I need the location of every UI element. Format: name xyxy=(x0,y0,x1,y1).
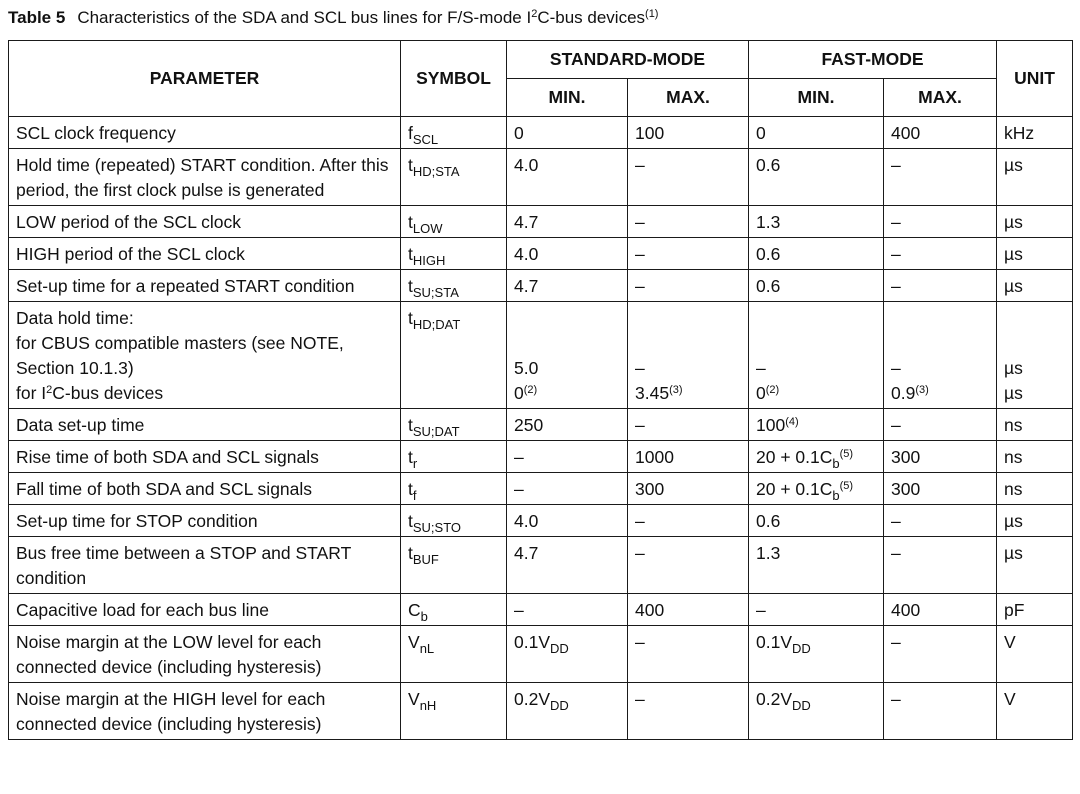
unit-cell: ns xyxy=(997,473,1073,505)
fast-min-cell-value: 0.6 xyxy=(756,276,781,296)
unit-cell: V xyxy=(997,683,1073,740)
table-row xyxy=(9,537,1073,594)
fast-max-cell xyxy=(884,409,997,441)
caption-text-2: C-bus devices xyxy=(537,8,646,27)
standard-max-cell-value: – xyxy=(635,212,645,232)
fast-min-cell-value: 1.3 xyxy=(756,543,781,563)
unit-cell: µs xyxy=(997,206,1073,238)
table-row xyxy=(9,594,1073,626)
standard-min-cell-value: 4.0 xyxy=(514,155,539,175)
unit-cell-value-2: µs xyxy=(1004,383,1023,403)
unit-cell: µs xyxy=(997,537,1073,594)
symbol-letter: V xyxy=(408,689,420,709)
standard-min-cell xyxy=(507,409,628,441)
symbol-cell xyxy=(401,409,507,441)
standard-min-cell xyxy=(507,441,628,473)
symbol-subscript: nL xyxy=(419,641,435,656)
standard-min-cell-value: 0.1V xyxy=(514,632,550,652)
fast-max-cell-value-2: 0.9 xyxy=(891,383,916,403)
symbol-letter: f xyxy=(408,123,413,143)
standard-min-cell-value: 0 xyxy=(514,123,524,143)
fast-max-cell xyxy=(884,626,997,683)
fast-min-cell-value: – xyxy=(756,600,766,620)
standard-min-cell-value-1: 5.0 xyxy=(514,358,539,378)
fast-max-cell-value: – xyxy=(891,212,901,232)
fast-max-cell-value: – xyxy=(891,689,901,709)
standard-max-cell-value: – xyxy=(635,632,645,652)
standard-min-cell-value: 4.7 xyxy=(514,543,539,563)
parameter-line: for I xyxy=(16,383,47,403)
standard-min-cell-subscript: DD xyxy=(550,698,569,713)
symbol-subscript: SCL xyxy=(412,132,439,147)
standard-min-cell-subscript: DD xyxy=(550,641,569,656)
parameter-cell: Hold time (repeated) START condition. After this period, the first clock pulse is generated xyxy=(9,149,401,206)
standard-max-cell xyxy=(628,409,749,441)
parameter-cell: Capacitive load for each bus line xyxy=(9,594,401,626)
fast-max-cell xyxy=(884,441,997,473)
fast-min-cell-value-1: – xyxy=(756,358,766,378)
standard-min-cell-value: 4.7 xyxy=(514,276,539,296)
symbol-subscript: b xyxy=(420,609,428,624)
fast-max-cell-value: – xyxy=(891,244,901,264)
symbol-cell xyxy=(401,302,507,409)
unit-cell: µs xyxy=(997,505,1073,537)
fast-max-cell-value: 400 xyxy=(891,123,921,143)
table-row xyxy=(9,441,1073,473)
symbol-letter: C xyxy=(408,600,421,620)
table-row-data-hold xyxy=(9,302,1073,409)
symbol-subscript: HD;STA xyxy=(412,164,460,179)
standard-min-cell xyxy=(507,594,628,626)
symbol-cell xyxy=(401,683,507,740)
parameter-cell: Set-up time for a repeated START condition xyxy=(9,270,401,302)
symbol-letter: t xyxy=(408,447,413,467)
fast-max-cell-value: 300 xyxy=(891,479,921,499)
standard-max-cell xyxy=(628,270,749,302)
symbol-letter: t xyxy=(408,244,413,264)
standard-max-cell-value: – xyxy=(635,244,645,264)
standard-max-cell-value: – xyxy=(635,511,645,531)
fast-min-cell-value: 20 + 0.1C xyxy=(756,447,833,467)
parameter-line: C-bus devices xyxy=(52,383,164,403)
fast-min-cell xyxy=(749,473,884,505)
fast-min-cell-value: 0 xyxy=(756,123,766,143)
symbol-subscript: BUF xyxy=(412,552,439,567)
symbol-letter: t xyxy=(408,155,413,175)
symbol-subscript: SU;DAT xyxy=(412,424,460,439)
fast-min-cell-value: 100 xyxy=(756,415,786,435)
header-fast-mode: FAST-MODE xyxy=(749,41,997,79)
unit-cell: ns xyxy=(997,441,1073,473)
standard-max-cell-value: – xyxy=(635,689,645,709)
fast-max-cell-note: (3) xyxy=(915,384,929,396)
symbol-letter: t xyxy=(408,212,413,232)
unit-cell: pF xyxy=(997,594,1073,626)
standard-min-cell xyxy=(507,206,628,238)
standard-min-cell xyxy=(507,537,628,594)
unit-cell: µs xyxy=(997,149,1073,206)
fast-max-cell xyxy=(884,537,997,594)
standard-max-cell xyxy=(628,473,749,505)
fast-min-cell-note: (2) xyxy=(765,384,780,396)
standard-max-cell-value: – xyxy=(635,276,645,296)
symbol-cell xyxy=(401,238,507,270)
fast-min-cell-value: 0.1V xyxy=(756,632,792,652)
header-fast-min: MIN. xyxy=(749,79,884,117)
fast-min-cell-subscript: DD xyxy=(792,641,811,656)
standard-max-cell-value-1: – xyxy=(635,358,645,378)
standard-max-cell-value: 400 xyxy=(635,600,665,620)
fast-max-cell-value: 400 xyxy=(891,600,921,620)
symbol-cell xyxy=(401,117,507,149)
parameter-superscript: 2 xyxy=(46,384,53,396)
fast-max-cell-value-1: – xyxy=(891,358,901,378)
fast-min-cell xyxy=(749,683,884,740)
symbol-subscript: LOW xyxy=(412,221,443,236)
unit-cell-value-1: µs xyxy=(1004,358,1023,378)
fast-min-cell xyxy=(749,117,884,149)
fast-min-cell-value: 0.6 xyxy=(756,244,781,264)
standard-min-cell-value: 4.0 xyxy=(514,244,539,264)
unit-cell xyxy=(997,302,1073,409)
header-parameter: PARAMETER xyxy=(9,41,401,117)
parameter-cell: Set-up time for STOP condition xyxy=(9,505,401,537)
symbol-letter: V xyxy=(408,632,420,652)
symbol-letter: t xyxy=(408,415,413,435)
standard-max-cell xyxy=(628,238,749,270)
standard-min-cell xyxy=(507,238,628,270)
standard-min-cell xyxy=(507,117,628,149)
standard-min-cell-value: 4.7 xyxy=(514,212,539,232)
fast-max-cell-value: 300 xyxy=(891,447,921,467)
fast-max-cell xyxy=(884,206,997,238)
fast-max-cell-value: – xyxy=(891,276,901,296)
standard-min-cell-value: – xyxy=(514,479,524,499)
standard-max-cell-value: – xyxy=(635,415,645,435)
standard-max-cell xyxy=(628,149,749,206)
fast-min-cell xyxy=(749,594,884,626)
fast-min-cell-value-2: 0 xyxy=(756,383,766,403)
fast-max-cell xyxy=(884,302,997,409)
table-row xyxy=(9,626,1073,683)
header-standard-mode: STANDARD-MODE xyxy=(507,41,749,79)
symbol-cell xyxy=(401,537,507,594)
symbol-cell xyxy=(401,473,507,505)
parameter-line: for CBUS compatible masters (see NOTE, Section 10.1.3) xyxy=(16,333,344,378)
standard-max-cell xyxy=(628,626,749,683)
standard-max-cell-value: 300 xyxy=(635,479,665,499)
fast-min-cell-value: 1.3 xyxy=(756,212,781,232)
standard-min-cell-value-2: 0 xyxy=(514,383,524,403)
fast-max-cell-value: – xyxy=(891,155,901,175)
header-standard-min: MIN. xyxy=(507,79,628,117)
symbol-subscript: r xyxy=(412,456,418,471)
header-unit: UNIT xyxy=(997,41,1073,117)
standard-min-cell-note: (2) xyxy=(523,384,538,396)
parameter-cell: Noise margin at the HIGH level for each connected device (including hysteresis) xyxy=(9,683,401,740)
table-row xyxy=(9,238,1073,270)
caption-superscript: 2 xyxy=(531,8,538,20)
symbol-cell xyxy=(401,270,507,302)
fast-min-cell xyxy=(749,626,884,683)
standard-max-cell-value-2: 3.45 xyxy=(635,383,670,403)
standard-max-cell xyxy=(628,683,749,740)
unit-cell: kHz xyxy=(997,117,1073,149)
header-standard-max: MAX. xyxy=(628,79,749,117)
standard-max-cell xyxy=(628,505,749,537)
caption-note: (1) xyxy=(645,8,659,20)
symbol-cell xyxy=(401,594,507,626)
parameter-cell: Data set-up time xyxy=(9,409,401,441)
fast-max-cell xyxy=(884,270,997,302)
standard-min-cell-value: – xyxy=(514,447,524,467)
fast-max-cell-value: – xyxy=(891,415,901,435)
standard-min-cell xyxy=(507,505,628,537)
fast-min-cell xyxy=(749,409,884,441)
unit-cell: µs xyxy=(997,238,1073,270)
standard-min-cell-value: 0.2V xyxy=(514,689,550,709)
fast-max-cell-value: – xyxy=(891,543,901,563)
fast-max-cell xyxy=(884,149,997,206)
standard-min-cell-value: – xyxy=(514,600,524,620)
fast-min-cell-note: (5) xyxy=(839,480,854,492)
table-row xyxy=(9,270,1073,302)
standard-max-cell xyxy=(628,441,749,473)
fast-min-cell xyxy=(749,537,884,594)
unit-cell: ns xyxy=(997,409,1073,441)
table-row xyxy=(9,683,1073,740)
fast-max-cell-value: – xyxy=(891,511,901,531)
standard-min-cell xyxy=(507,626,628,683)
fast-min-cell xyxy=(749,238,884,270)
table-caption xyxy=(8,8,658,28)
fast-min-cell-note: (4) xyxy=(785,416,799,428)
fast-min-cell xyxy=(749,302,884,409)
symbol-subscript: SU;STA xyxy=(412,285,459,300)
symbol-letter: t xyxy=(408,543,413,563)
standard-max-cell xyxy=(628,537,749,594)
table-row xyxy=(9,117,1073,149)
standard-max-cell xyxy=(628,594,749,626)
symbol-cell xyxy=(401,149,507,206)
symbol-cell xyxy=(401,206,507,238)
bus-characteristics-table xyxy=(8,40,1073,740)
fast-min-cell xyxy=(749,505,884,537)
parameter-cell: Rise time of both SDA and SCL signals xyxy=(9,441,401,473)
standard-max-cell-value: – xyxy=(635,543,645,563)
parameter-cell: Fall time of both SDA and SCL signals xyxy=(9,473,401,505)
standard-min-cell-value: 250 xyxy=(514,415,544,435)
standard-max-cell-value: 1000 xyxy=(635,447,674,467)
caption-text: Characteristics of the SDA and SCL bus lines for F/S-mode I xyxy=(77,8,532,27)
fast-min-cell-subscript: b xyxy=(832,488,840,503)
parameter-cell: Noise margin at the LOW level for each connected device (including hysteresis) xyxy=(9,626,401,683)
symbol-subscript: nH xyxy=(419,698,437,713)
fast-min-cell-subscript: DD xyxy=(792,698,811,713)
fast-min-cell-value: 0.6 xyxy=(756,155,781,175)
table-row xyxy=(9,473,1073,505)
standard-min-cell-value: 4.0 xyxy=(514,511,539,531)
standard-max-cell-note: (3) xyxy=(669,384,683,396)
standard-max-cell xyxy=(628,117,749,149)
fast-max-cell-value: – xyxy=(891,632,901,652)
standard-max-cell xyxy=(628,302,749,409)
fast-min-cell-note: (5) xyxy=(839,448,854,460)
table-row xyxy=(9,206,1073,238)
symbol-letter: t xyxy=(408,479,413,499)
fast-max-cell xyxy=(884,683,997,740)
standard-max-cell xyxy=(628,206,749,238)
standard-min-cell xyxy=(507,270,628,302)
header-symbol: SYMBOL xyxy=(401,41,507,117)
header-fast-max: MAX. xyxy=(884,79,997,117)
fast-max-cell xyxy=(884,117,997,149)
parameter-line: Data hold time: xyxy=(16,308,134,328)
parameter-cell: Bus free time between a STOP and START condition xyxy=(9,537,401,594)
fast-max-cell xyxy=(884,238,997,270)
standard-min-cell xyxy=(507,302,628,409)
symbol-subscript: HD;DAT xyxy=(412,317,461,332)
symbol-subscript: HIGH xyxy=(412,253,446,268)
fast-min-cell xyxy=(749,270,884,302)
unit-cell: µs xyxy=(997,270,1073,302)
parameter-cell: SCL clock frequency xyxy=(9,117,401,149)
parameter-cell: HIGH period of the SCL clock xyxy=(9,238,401,270)
table-label: Table 5 xyxy=(8,8,66,27)
standard-min-cell xyxy=(507,473,628,505)
fast-max-cell xyxy=(884,473,997,505)
fast-min-cell xyxy=(749,149,884,206)
standard-max-cell-value: 100 xyxy=(635,123,665,143)
symbol-cell xyxy=(401,505,507,537)
table-row xyxy=(9,505,1073,537)
unit-cell: V xyxy=(997,626,1073,683)
table-row xyxy=(9,149,1073,206)
fast-max-cell xyxy=(884,505,997,537)
fast-min-cell xyxy=(749,441,884,473)
standard-max-cell-value: – xyxy=(635,155,645,175)
fast-min-cell-value: 0.6 xyxy=(756,511,781,531)
symbol-letter: t xyxy=(408,511,413,531)
parameter-cell xyxy=(9,302,401,409)
fast-max-cell xyxy=(884,594,997,626)
fast-min-cell-value: 20 + 0.1C xyxy=(756,479,833,499)
symbol-letter: t xyxy=(408,308,413,328)
symbol-letter: t xyxy=(408,276,413,296)
fast-min-cell xyxy=(749,206,884,238)
fast-min-cell-subscript: b xyxy=(832,456,840,471)
symbol-subscript: SU;STO xyxy=(412,520,462,535)
parameter-cell: LOW period of the SCL clock xyxy=(9,206,401,238)
symbol-cell xyxy=(401,626,507,683)
table-row xyxy=(9,409,1073,441)
standard-min-cell xyxy=(507,683,628,740)
standard-min-cell xyxy=(507,149,628,206)
fast-min-cell-value: 0.2V xyxy=(756,689,792,709)
symbol-subscript: f xyxy=(412,488,417,503)
symbol-cell xyxy=(401,441,507,473)
